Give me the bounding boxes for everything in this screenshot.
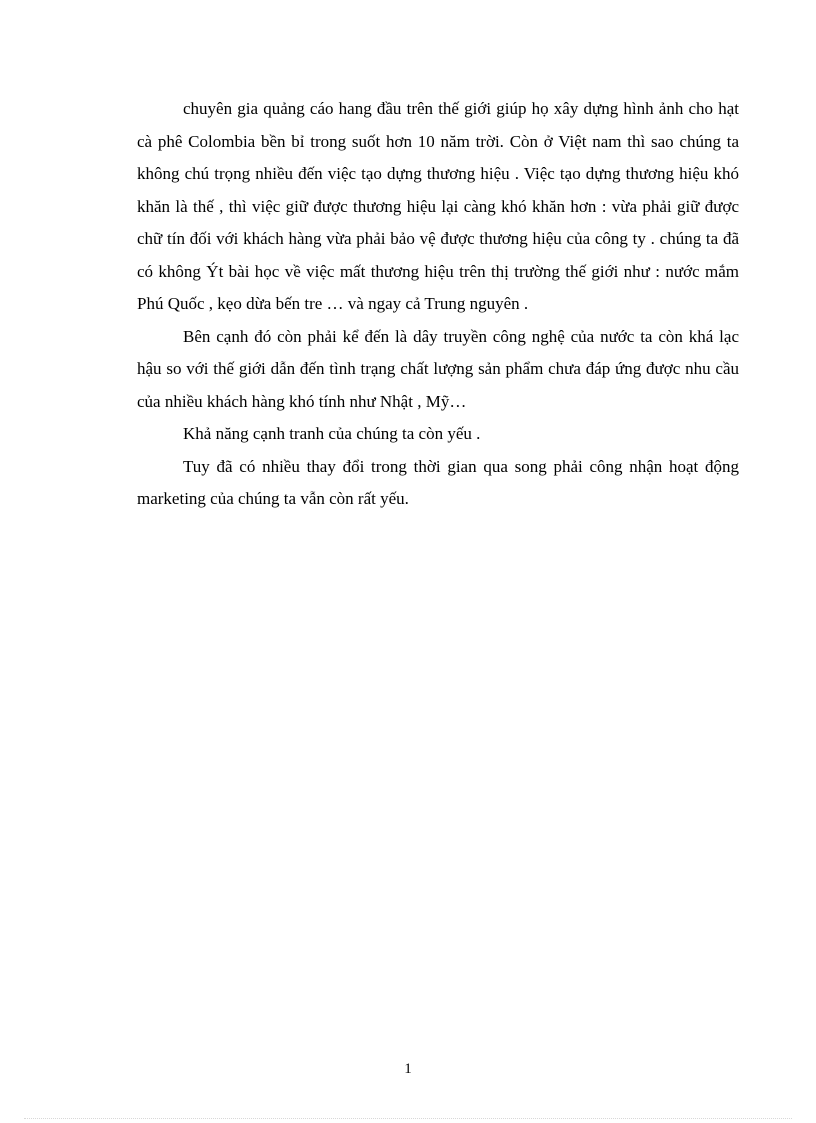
document-body [137,93,739,516]
paragraph-2: Bên cạnh đó còn phải kể đến là dây truyền công nghệ của nước ta còn khá lạc hậu so với thế giới dẫn đến tình trạng chất lượng sản phẩm chưa đáp ứng được nhu cầu của nhiều khách hàng khó tính như Nhật , Mỹ… [137,326,739,411]
paragraph-3: Khả năng cạnh tranh của chúng ta còn yếu . [183,424,481,443]
paragraph-1: chuyên gia quảng cáo hang đầu trên thế giới giúp họ xây dựng hình ảnh cho hạt cà phê Colombia bền bỉ trong suốt hơn 10 năm trời. Còn ở Việt nam thì sao chúng ta không chú trọng nhiều đến việc tạo dựng thương hiệu . Việc tạo dựng thương hiệu khó khăn là thế , thì việc giữ được thương hiệu lại càng khó khăn hơn : vừa phải giữ được chữ tín đối với khách hàng vừa phải bảo vệ được thương hiệu của công ty . chúng ta đã có không Ýt bài học về việc mất thương hiệu trên thị trường thế giới như : nước mắm Phú Quốc , kẹo dừa bến tre … và ngay cả Trung nguyên . [137,99,739,313]
page-number: 1 [404,1061,412,1077]
paragraph-4: Tuy đã có nhiều thay đổi trong thời gian qua song phải công nhận hoạt động marketing của chúng ta vẫn còn rất yếu. [137,456,739,508]
page-bottom-divider [24,1118,792,1119]
